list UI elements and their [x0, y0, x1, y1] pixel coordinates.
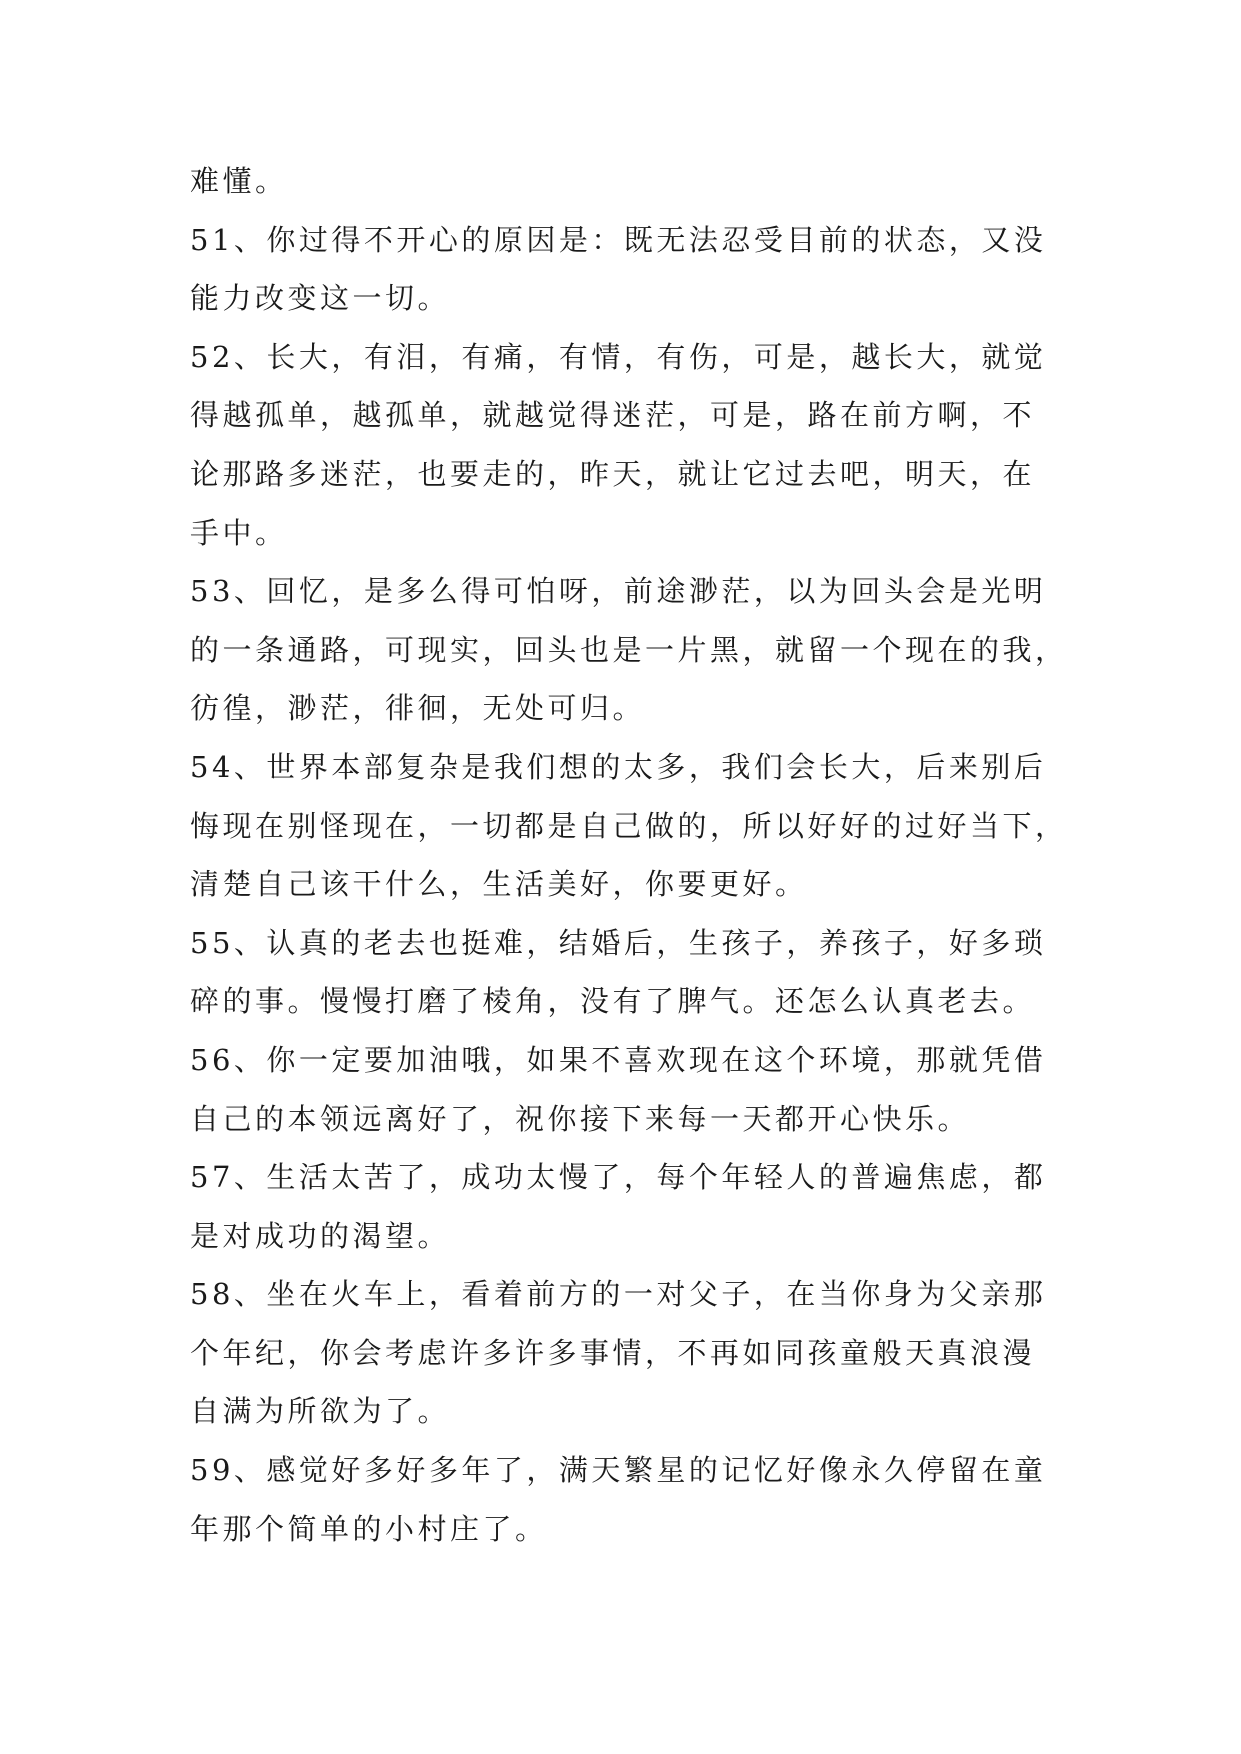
- text-line: 57、生活太苦了，成功太慢了，每个年轻人的普遍焦虑，都: [190, 1160, 1047, 1195]
- text-line: 自己的本领远离好了，祝你接下来每一天都开心快乐。: [190, 1101, 971, 1136]
- text-line: 得越孤单，越孤单，就越觉得迷茫，可是，路在前方啊，不: [190, 398, 1036, 433]
- text-line: 52、长大，有泪，有痛，有情，有伤，可是，越长大，就觉: [190, 339, 1047, 374]
- text-line: 难懂。: [190, 164, 288, 198]
- document-page: [190, 152, 1070, 1558]
- text-line: 悔现在别怪现在，一切都是自己做的，所以好好的过好当下，: [190, 808, 1068, 843]
- text-line: 彷徨，渺茫，徘徊，无处可归。: [190, 691, 646, 726]
- text-line: 56、你一定要加油哦，如果不喜欢现在这个环境，那就凭借: [190, 1042, 1047, 1077]
- text-line: 个年纪，你会考虑许多许多事情，不再如同孩童般天真浪漫: [190, 1335, 1036, 1370]
- text-line: 的一条通路，可现实，回头也是一片黑，就留一个现在的我，: [190, 632, 1068, 667]
- text-line: 手中。: [190, 515, 288, 550]
- text-line: 51、你过得不开心的原因是：既无法忍受目前的状态，又没: [190, 222, 1047, 257]
- text-line: 清楚自己该干什么，生活美好，你要更好。: [190, 867, 808, 902]
- text-line: 能力改变这一切。: [190, 281, 451, 316]
- text-line: 55、认真的老去也挺难，结婚后，生孩子，养孩子，好多琐: [190, 925, 1047, 960]
- text-line: 年那个简单的小村庄了。: [190, 1511, 548, 1546]
- text-line: 59、感觉好多好多年了，满天繁星的记忆好像永久停留在童: [190, 1453, 1047, 1488]
- text-line: 碎的事。慢慢打磨了棱角，没有了脾气。还怎么认真老去。: [190, 984, 1036, 1019]
- text-line: 54、世界本部复杂是我们想的太多，我们会长大，后来别后: [190, 749, 1047, 784]
- text-line: 53、回忆，是多么得可怕呀，前途渺茫，以为回头会是光明: [190, 574, 1047, 609]
- text-line: 自满为所欲为了。: [190, 1394, 451, 1429]
- text-line: 是对成功的渴望。: [190, 1218, 451, 1253]
- text-line: 58、坐在火车上，看着前方的一对父子，在当你身为父亲那: [190, 1277, 1047, 1312]
- text-line: 论那路多迷茫，也要走的，昨天，就让它过去吧，明天，在: [190, 456, 1036, 491]
